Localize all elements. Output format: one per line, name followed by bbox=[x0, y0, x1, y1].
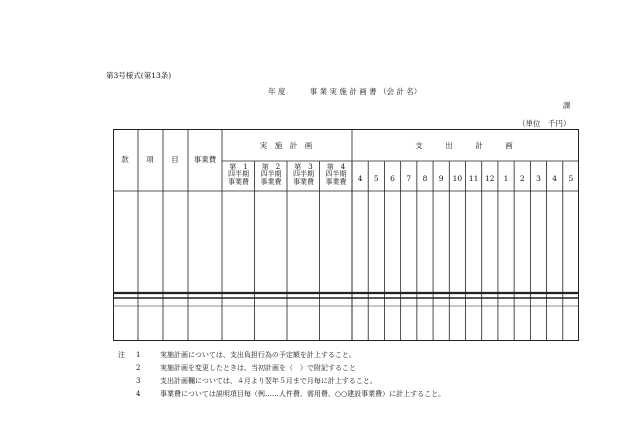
quarter-header-1-line1: 第 1 bbox=[229, 163, 248, 171]
quarter-header-3-line2: 四半期 bbox=[293, 170, 314, 179]
note-item bbox=[118, 349, 445, 362]
month-header-10: 1 bbox=[503, 174, 509, 183]
note-item bbox=[118, 388, 445, 401]
note-text: 実施計画については、支出負担行為の予定額を計上すること。 bbox=[160, 351, 356, 359]
note-prefix bbox=[118, 362, 136, 375]
note-text: 支出計画欄については、４月より翌年５月まで月毎に計上すること。 bbox=[160, 377, 377, 385]
quarter-header-3-line1: 第 3 bbox=[294, 163, 313, 171]
note-text: 実施計画を変更したときは、当初計画を（ ）で附記すること bbox=[160, 364, 356, 372]
note-item bbox=[118, 375, 445, 388]
fiscal-year-label: 年 度 bbox=[268, 87, 286, 96]
quarter-header-1 bbox=[223, 164, 254, 186]
note-number: 4 bbox=[136, 390, 141, 398]
month-header-3: 6 bbox=[390, 174, 395, 183]
month-header-4: 7 bbox=[406, 174, 412, 183]
note-item bbox=[118, 362, 445, 375]
month-header-2: 5 bbox=[373, 174, 379, 183]
month-header-9: 12 bbox=[485, 174, 495, 183]
quarter-header-1-line3: 事業費 bbox=[228, 177, 249, 186]
header-kou: 項 bbox=[146, 155, 154, 164]
quarter-header-2-line2: 四半期 bbox=[260, 170, 282, 179]
month-header-11: 2 bbox=[519, 174, 525, 183]
month-header-1: 4 bbox=[357, 174, 363, 183]
note-text: 事業費については説明項目毎（例……人件費、需用費、○○建設事業費）に計上すること。 bbox=[160, 390, 446, 398]
header-expense-group: 支 出 計 画 bbox=[415, 141, 513, 150]
unit-label: （単位 千円） bbox=[518, 119, 571, 128]
header-moku: 目 bbox=[171, 155, 179, 164]
month-header-6: 9 bbox=[438, 174, 444, 183]
month-header-5: 8 bbox=[422, 174, 428, 183]
month-header-8: 11 bbox=[468, 174, 479, 183]
title-text: 事 業 実 施 計 画 書 （会 計 名） bbox=[309, 87, 422, 96]
month-header-7: 10 bbox=[452, 174, 463, 183]
quarter-header-2 bbox=[256, 164, 287, 186]
quarter-header-4-line1: 第 4 bbox=[326, 163, 346, 171]
note-prefix bbox=[118, 375, 136, 388]
note-number: 3 bbox=[136, 377, 141, 385]
quarter-header-4-line3: 事業費 bbox=[325, 177, 347, 186]
quarter-header-4 bbox=[321, 164, 352, 186]
notes-section bbox=[118, 349, 445, 401]
quarter-header-3-line3: 事業費 bbox=[293, 177, 314, 186]
header-kan: 款 bbox=[121, 155, 129, 164]
month-header-14: 5 bbox=[568, 174, 574, 183]
quarter-header-4-line2: 四半期 bbox=[325, 170, 347, 179]
month-header-13: 4 bbox=[552, 174, 558, 183]
note-number: 2 bbox=[136, 364, 141, 372]
plan-table bbox=[113, 129, 579, 341]
header-jigyohi: 事業費 bbox=[193, 155, 217, 164]
quarter-header-2-line1: 第 2 bbox=[261, 163, 281, 171]
quarter-header-1-line2: 四半期 bbox=[228, 170, 249, 179]
note-number: 1 bbox=[136, 351, 141, 359]
form-number: 第3号様式(第13条) bbox=[106, 71, 172, 80]
quarter-header-2-line3: 事業費 bbox=[260, 177, 282, 186]
section-label: 課 bbox=[563, 101, 571, 110]
document-title bbox=[268, 86, 421, 97]
header-plan-group: 実 施 計 画 bbox=[259, 141, 313, 150]
month-header-12: 3 bbox=[536, 174, 541, 183]
note-prefix: 注 bbox=[118, 351, 125, 359]
quarter-header-3 bbox=[288, 164, 319, 186]
note-prefix bbox=[118, 388, 136, 401]
